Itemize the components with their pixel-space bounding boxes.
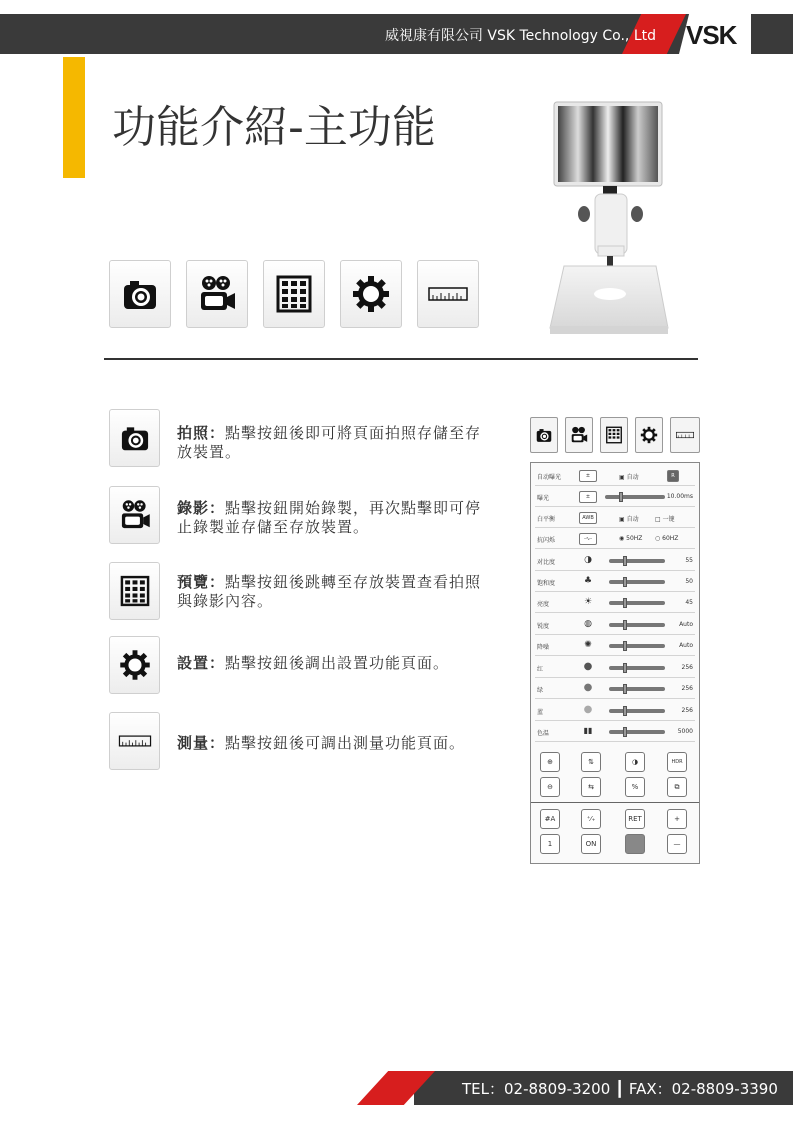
color-swatch-button[interactable] — [625, 834, 645, 854]
invert-button[interactable] — [625, 752, 645, 772]
tile-camera[interactable] — [109, 260, 171, 328]
row-label: 对比度 — [537, 559, 556, 566]
contrast-icon: ◑ — [584, 555, 592, 565]
flicker-60hz-radio[interactable]: ○ 60HZ — [655, 535, 679, 542]
flip-vertical-button[interactable] — [581, 752, 601, 772]
slider-knob[interactable] — [623, 663, 627, 673]
row-green — [535, 679, 695, 699]
row-label: 色温 — [537, 730, 550, 737]
row-blue — [535, 701, 695, 721]
green-value: 256 — [681, 685, 693, 692]
row-exposure — [535, 487, 695, 507]
logo-text: VSK — [686, 20, 737, 50]
blue-slider[interactable] — [609, 709, 665, 713]
feature-ruler-tile[interactable] — [109, 712, 160, 770]
row-contrast — [535, 551, 695, 571]
slider-knob[interactable] — [623, 598, 627, 608]
slider-knob[interactable] — [623, 556, 627, 566]
color-toggle-button[interactable] — [625, 777, 645, 797]
row-anti-flicker — [535, 529, 695, 549]
panel-gear-button[interactable] — [635, 417, 663, 453]
denoise-slider[interactable] — [609, 644, 665, 648]
feature-grid-tile[interactable] — [109, 562, 160, 620]
contrast-value: 55 — [685, 557, 693, 564]
slider-knob[interactable] — [623, 620, 627, 630]
feature-settings-text: 設置：點擊按鈕後調出設置功能頁面。 — [177, 654, 450, 672]
crosshair-a-button[interactable] — [540, 809, 560, 829]
line-number-label: 1 — [547, 840, 553, 848]
color-temp-icon: ▮▮ — [583, 726, 593, 735]
flicker-50hz-radio[interactable]: ◉ 50HZ — [619, 535, 643, 542]
gear-icon — [117, 647, 153, 683]
brightness-value: 45 — [685, 599, 693, 606]
tile-ruler[interactable] — [417, 260, 479, 328]
on-label: ON — [585, 840, 597, 848]
feature-measure-text: 測量：點擊按鈕後可調出測量功能頁面。 — [177, 734, 466, 752]
blue-dot-icon: ● — [583, 704, 593, 715]
color-temp-value: 5000 — [677, 728, 693, 735]
red-dot-icon: ● — [583, 661, 593, 672]
title-accent-bar — [63, 57, 85, 178]
feature-preview-text: 預覽：點擊按鈕後跳轉至存放裝置查看拍照與錄影內容。 — [177, 573, 482, 610]
feature-video-tile[interactable] — [109, 486, 160, 544]
video-camera-icon — [195, 272, 239, 316]
saturation-slider[interactable] — [609, 580, 665, 584]
awb-auto-checkbox[interactable]: ▣ 自动 — [619, 516, 639, 523]
feature-camera-text: 拍照：點擊按鈕後即可將頁面拍照存儲至存放裝置。 — [177, 424, 482, 461]
exposure-time-icon: ± — [579, 491, 597, 503]
company-name: 威視康有限公司 VSK Technology Co., Ltd — [384, 28, 656, 44]
section-divider — [104, 358, 698, 360]
slider-knob[interactable] — [623, 684, 627, 694]
hdr-icon: HDR — [671, 759, 683, 765]
crosshair-plus-label: ⁺⁄₊ — [586, 815, 596, 823]
slider-knob[interactable] — [623, 641, 627, 651]
tile-video[interactable] — [186, 260, 248, 328]
brightness-slider[interactable] — [609, 601, 665, 605]
camera-icon — [117, 420, 153, 456]
slider-knob[interactable] — [619, 492, 623, 502]
page-title: 功能介紹-主功能 — [112, 102, 436, 153]
contrast-icon: ◑ — [631, 758, 639, 766]
row-auto-exposure — [535, 466, 695, 486]
percent-icon: % — [631, 783, 639, 791]
panel-grid-button[interactable] — [600, 417, 628, 453]
green-dot-icon: ● — [583, 682, 593, 693]
row-label: 绿 — [537, 687, 544, 694]
camera-icon — [118, 272, 162, 316]
row-label: 亮度 — [537, 601, 550, 608]
exposure-slider[interactable] — [605, 495, 665, 499]
footer-contact: TEL：02-8809-3200 ┃ FAX：02-8809-3390 — [462, 1080, 778, 1098]
slider-knob[interactable] — [623, 577, 627, 587]
row-red — [535, 658, 695, 678]
saturation-value: 50 — [685, 578, 693, 585]
row-label: 抗闪烁 — [537, 537, 556, 544]
row-label: 饱和度 — [537, 580, 556, 587]
row-color-temp — [535, 722, 695, 742]
pip-icon: ⧉ — [674, 782, 680, 791]
row-brightness — [535, 593, 695, 613]
line-number-button[interactable] — [540, 834, 560, 854]
grid-icon — [272, 272, 316, 316]
denoise-icon: ✺ — [584, 640, 592, 650]
grid-icon — [117, 573, 153, 609]
sharpness-slider[interactable] — [609, 623, 665, 627]
feature-camera-tile[interactable] — [109, 409, 160, 467]
tile-gear[interactable] — [340, 260, 402, 328]
row-label: 曝光 — [537, 495, 550, 502]
ret-button[interactable] — [625, 809, 645, 829]
on-button[interactable] — [581, 834, 601, 854]
denoise-value: Auto — [679, 642, 693, 649]
zoom-out-button[interactable] — [540, 777, 560, 797]
crosshair-a-label: #A — [544, 815, 556, 823]
blue-value: 256 — [681, 707, 693, 714]
row-label: 自动曝光 — [537, 474, 562, 481]
line-width-button[interactable] — [667, 834, 687, 854]
auto-exposure-checkbox[interactable]: ▣ 自动 — [619, 474, 639, 481]
red-value: 256 — [681, 664, 693, 671]
row-label: 降噪 — [537, 644, 550, 651]
ruler-icon — [117, 723, 153, 759]
panel-camera-button[interactable] — [530, 417, 558, 453]
settings-panel — [530, 462, 700, 864]
saturation-icon: ♣ — [583, 576, 593, 586]
red-slider[interactable] — [609, 666, 665, 670]
green-slider[interactable] — [609, 687, 665, 691]
brightness-icon: ☀ — [583, 597, 593, 607]
camera-icon — [534, 425, 554, 445]
contrast-slider[interactable] — [609, 559, 665, 563]
row-label: 蓝 — [537, 709, 544, 716]
gear-icon — [349, 272, 393, 316]
ret-label: RET — [628, 815, 642, 823]
awb-icon: AWB — [579, 512, 597, 524]
exposure-icon: ± — [579, 470, 597, 482]
hdr-button[interactable] — [667, 752, 687, 772]
zoom-in-button[interactable] — [540, 752, 560, 772]
slider-knob[interactable] — [623, 706, 627, 716]
flicker-icon: -∿- — [579, 533, 597, 545]
crosshair-plus-button[interactable] — [581, 809, 601, 829]
slider-knob[interactable] — [623, 727, 627, 737]
pip-button[interactable] — [667, 777, 687, 797]
row-saturation — [535, 572, 695, 592]
gear-icon — [639, 425, 659, 445]
awb-onekey-checkbox[interactable]: □ 一键 — [655, 516, 675, 523]
flip-vertical-icon: ⇅ — [588, 758, 594, 766]
panel-ruler-button[interactable] — [670, 417, 700, 453]
panel-separator — [531, 802, 699, 803]
row-label: 白平衡 — [537, 516, 556, 523]
flip-horizontal-icon: ⇆ — [588, 783, 594, 791]
row-label: 红 — [537, 666, 544, 673]
flip-horizontal-button[interactable] — [581, 777, 601, 797]
ruler-icon — [675, 425, 695, 445]
tile-grid[interactable] — [263, 260, 325, 328]
row-label: 锐度 — [537, 623, 550, 630]
video-camera-icon — [117, 497, 153, 533]
panel-video-button[interactable] — [565, 417, 593, 453]
feature-video-text: 錄影：點擊按鈕開始錄製，再次點擊即可停止錄製並存儲至存放裝置。 — [177, 499, 482, 536]
microscope-image — [540, 96, 680, 341]
ruler-icon — [426, 272, 470, 316]
row-sharpness — [535, 615, 695, 635]
color-temp-slider[interactable] — [609, 730, 665, 734]
exposure-value: 10.00ms — [666, 493, 693, 500]
zoom-out-icon: ⊖ — [547, 783, 553, 791]
crosshair-add-button[interactable] — [667, 809, 687, 829]
crosshair-add-label: + — [674, 815, 680, 823]
row-white-balance — [535, 508, 695, 528]
line-width-label: — — [673, 840, 681, 848]
video-camera-icon — [569, 425, 589, 445]
sharpness-value: Auto — [679, 621, 693, 628]
zoom-in-icon: ⊕ — [547, 758, 553, 766]
row-denoise — [535, 636, 695, 656]
feature-gear-tile[interactable] — [109, 636, 160, 694]
mode-icon[interactable]: R — [667, 470, 679, 482]
sharpness-icon: ◍ — [584, 619, 592, 629]
grid-icon — [604, 425, 624, 445]
